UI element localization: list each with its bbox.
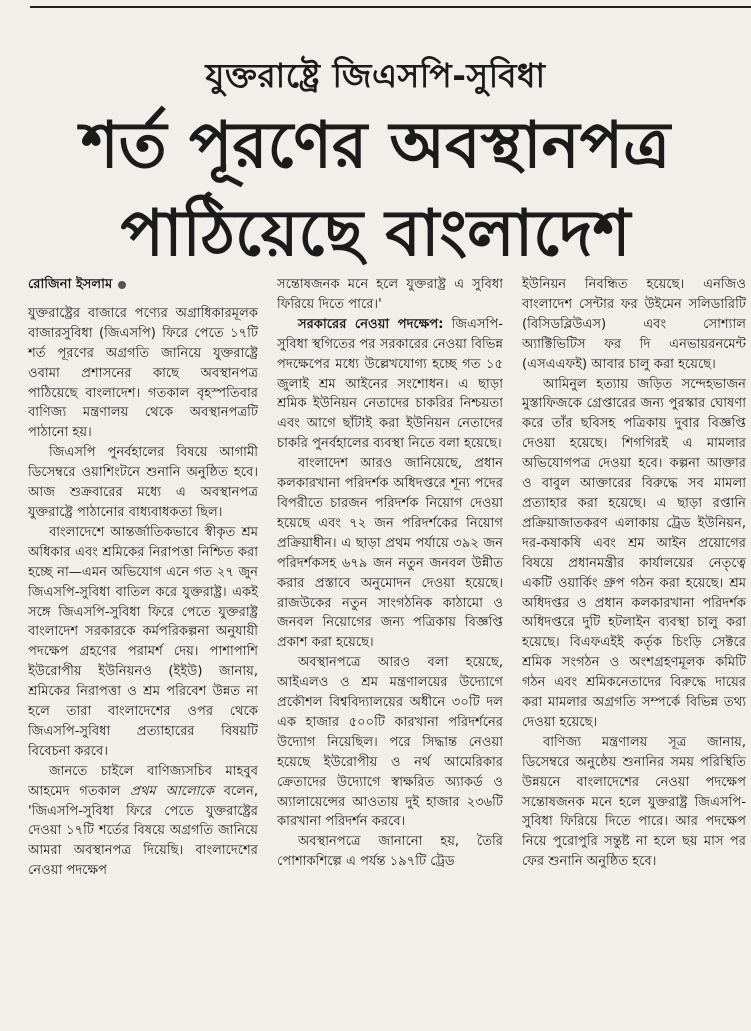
article-kicker: যুক্তরাষ্ট্রে জিএসপি-সুবিধা	[205, 56, 546, 95]
text-run: বলেন, 'জিএসপি-সুবিধা ফিরে পেতে যুক্তরাষ্ট্রের দেওয়া ১৭টি শর্তের বিষয়ে অগ্রগতি জানিয়ে আমরা অবস্থানপত্র দিয়েছি। বাংলাদেশের নেওয়া পদক্ষেপ	[28, 783, 258, 879]
paragraph	[277, 315, 503, 454]
paragraph: অবস্থানপত্রে আরও বলা হয়েছে, আইএলও ও শ্রম মন্ত্রণালয়ের উদ্যোগে প্রকৌশল বিশ্ববিদ্যালয়ের অধীনে ৩০টি দল এক হাজার ৫০০টি কারখানা পরিদর্শনের উদ্যোগ নিয়েছিল। পরে সিদ্ধান্ত নেওয়া হয়েছে ইউরোপীয় ও নর্থ আমেরিকার ক্রেতাদের উদ্যোগে স্বাক্ষরিত অ্যাকর্ড ও অ্যালায়েন্সের আওতায় দুই হাজার ২৩৬টি কারখানা পরিদর্শন করবে।	[277, 655, 503, 830]
paragraph: জিএসপি পুনর্বহালের বিষয়ে আগামী ডিসেম্বরে ওয়াশিংটনে শুনানি অনুষ্ঠিত হবে। আজ শুক্রবারের মধ্যে এ অবস্থানপত্র যুক্তরাষ্ট্রে পাঠানোর বাধ্যবাধকতা ছিল।	[28, 445, 258, 520]
paragraph: সন্তোষজনক মনে হলে যুক্তরাষ্ট্র এ সুবিধা ফিরিয়ে দিতে পারে।'	[277, 277, 503, 312]
paragraph: বাণিজ্য মন্ত্রণালয় সূত্র জানায়, ডিসেম্বরে অনুষ্ঠেয় শুনানির সময় পরিস্থিতি উন্নয়নে বাংলাদেশের নেওয়া পদক্ষেপ সন্তোষজনক মনে হলে যুক্তরাষ্ট্র জিএসপি-সুবিধা ফিরিয়ে দিতে পারে। আর পদক্ষেপ নিয়ে পুরোপুরি সন্তুষ্ট না হলে ছয় মাস পর ফের শুনানি অনুষ্ঠিত হবে।	[522, 734, 746, 870]
top-rule	[30, 6, 751, 8]
paragraph: আমিনুল হত্যায় জড়িত সন্দেহভাজন মুস্তাফিজকে গ্রেপ্তারের জন্য পুরস্কার ঘোষণা করে তাঁর ছবিসহ পত্রিকায় দুবার বিজ্ঞপ্তি দেওয়া হয়েছে। শিগগিরই এ মামলার অভিযোগপত্র দেওয়া হবে। কল্পনা আক্তার ও বাবুল আক্তারের বিরুদ্ধে সব মামলা প্রত্যাহার করা হয়েছে। এ ছাড়া রপ্তানি প্রক্রিয়াজাতকরণ এলাকায় ট্রেড ইউনিয়ন, দর-কষাকষি এবং শ্রম আইন প্রয়োগের বিষয়ে প্রধানমন্ত্রীর কার্যালয়ের নেতৃত্বে একটি ওয়ার্কিং গ্রুপ গঠন করা হয়েছে। শ্রম অধিদপ্তর ও প্রধান কলকারখানা পরিদর্শক অধিদপ্তরে দুটি হটলাইন ব্যবস্থা চালু করা হয়েছে। বিএফএইই কর্তৃক চিংড়ি সেক্টরে শ্রমিক সংগঠন ও অংশগ্রহণমূলক কমিটি গঠন এবং শ্রমিকনেতাদের বিরুদ্ধে দায়ের করা মামলার অগ্রগতি সম্পর্কে বিভিন্ন তথ্য দেওয়া হয়েছে।	[522, 376, 746, 730]
byline	[28, 275, 258, 295]
article-column-3	[522, 275, 746, 1025]
paragraph: বাংলাদেশে আন্তর্জাতিকভাবে স্বীকৃত শ্রম অধিকার এবং শ্রমিকের নিরাপত্তা নিশ্চিত করা হচ্ছে না—এমন অভিযোগ এনে গত ২৭ জুন জিএসপি-সুবিধা বাতিল করে যুক্তরাষ্ট্র। একই সঙ্গে জিএসপি-সুবিধা ফিরে পেতে যুক্তরাষ্ট্র বাংলাদেশ সরকারকে কর্মপরিকল্পনা অনুযায়ী পদক্ষেপ গ্রহণের পরামর্শ দেয়। পাশাপাশি ইউরোপীয় ইউনিয়নও (ইইউ) জানায়, শ্রমিকের নিরাপত্তা ও শ্রম পরিবেশ উন্নত না হলে তারা বাংলাদেশের ওপর থেকে জিএসপি-সুবিধা প্রত্যাহারের বিষয়টি বিবেচনা করবে।	[28, 524, 258, 759]
paragraph: ইউনিয়ন নিবন্ধিত হয়েছে। এনজিও বাংলাদেশ সেন্টার ফর উইমেন সলিডারিটি (বিসিডব্লিউএস) এবং সোশ্যাল অ্যাক্টিভিটিস ফর দি এনভায়রনমেন্ট (এসএএফই) আবার চালু করা হয়েছে।	[522, 277, 746, 372]
paragraph	[28, 762, 258, 881]
headline-line-1: শর্ত পূরণের অবস্থানপত্র	[80, 109, 671, 183]
article-column-2	[277, 275, 503, 1025]
paragraph: অবস্থানপত্রে জানানো হয়, তৈরি পোশাকশিল্পে এ পর্যন্ত ১৯৭টি ট্রেড	[277, 834, 503, 870]
section-subhead: সরকারের নেওয়া পদক্ষেপ:	[297, 316, 444, 332]
headline-line-2: পাঠিয়েছে বাংলাদেশ	[120, 197, 631, 271]
byline-author: রোজিনা ইসলাম	[28, 277, 113, 292]
text-run: জিএসপি-সুবিধা স্থগিতের পর সরকারের নেওয়া বিভিন্ন পদক্ষেপের মধ্যে উল্লেখযোগ্য হচ্ছে গত ১৫ জুলাই শ্রম আইনের সংশোধন। এ ছাড়া শ্রমিক ইউনিয়ন নেতাদের চাকরির নিশ্চয়তা এবং আগে ছাঁটাই করা ইউনিয়ন নেতাদের চাকরি পুনর্বহালের ব্যবস্থা নিতে বলা হয়েছে।	[277, 316, 503, 452]
paragraph: যুক্তরাষ্ট্রের বাজারে পণ্যের অগ্রাধিকারমূলক বাজারসুবিধা (জিএসপি) ফিরে পেতে ১৭টি শর্ত পূরণের অগ্রগতি জানিয়ে যুক্তরাষ্ট্রে ওবামা প্রশাসনের কাছে অবস্থানপত্র পাঠিয়েছে বাংলাদেশ। গতকাল বৃহস্পতিবার বাণিজ্য মন্ত্রণালয় থেকে অবস্থানপত্রটি পাঠানো হয়।	[28, 305, 258, 441]
article-column-1	[28, 275, 258, 1025]
byline-bullet-icon	[118, 281, 126, 289]
text-run: জানতে চাইলে বাণিজ্যসচিব মাহবুব আহমেদ গতকাল	[28, 763, 258, 799]
newspaper-name: প্রথম আলোকে	[130, 783, 214, 799]
paragraph: বাংলাদেশ আরও জানিয়েছে, প্রধান কলকারখানা পরিদর্শক অধিদপ্তরে শূন্য পদের বিপরীতে চারজন পরিদর্শক নিয়োগ দেওয়া হয়েছে এবং ৭২ জন পরিদর্শকের নিয়োগ প্রক্রিয়াধীন। এ ছাড়া প্রথম পর্যায়ে ৩৯২ জন পরিদর্শকসহ ৬৭৯ জন নতুন জনবল উন্নীত করার প্রস্তাবে অনুমোদন দেওয়া হয়েছে। রাজউকের নতুন সাংগঠনিক কাঠামো ও জনবল নিয়োগের জন্য পত্রিকায় বিজ্ঞপ্তি প্রকাশ করা হয়েছে।	[277, 456, 503, 651]
article-headline	[0, 102, 751, 278]
